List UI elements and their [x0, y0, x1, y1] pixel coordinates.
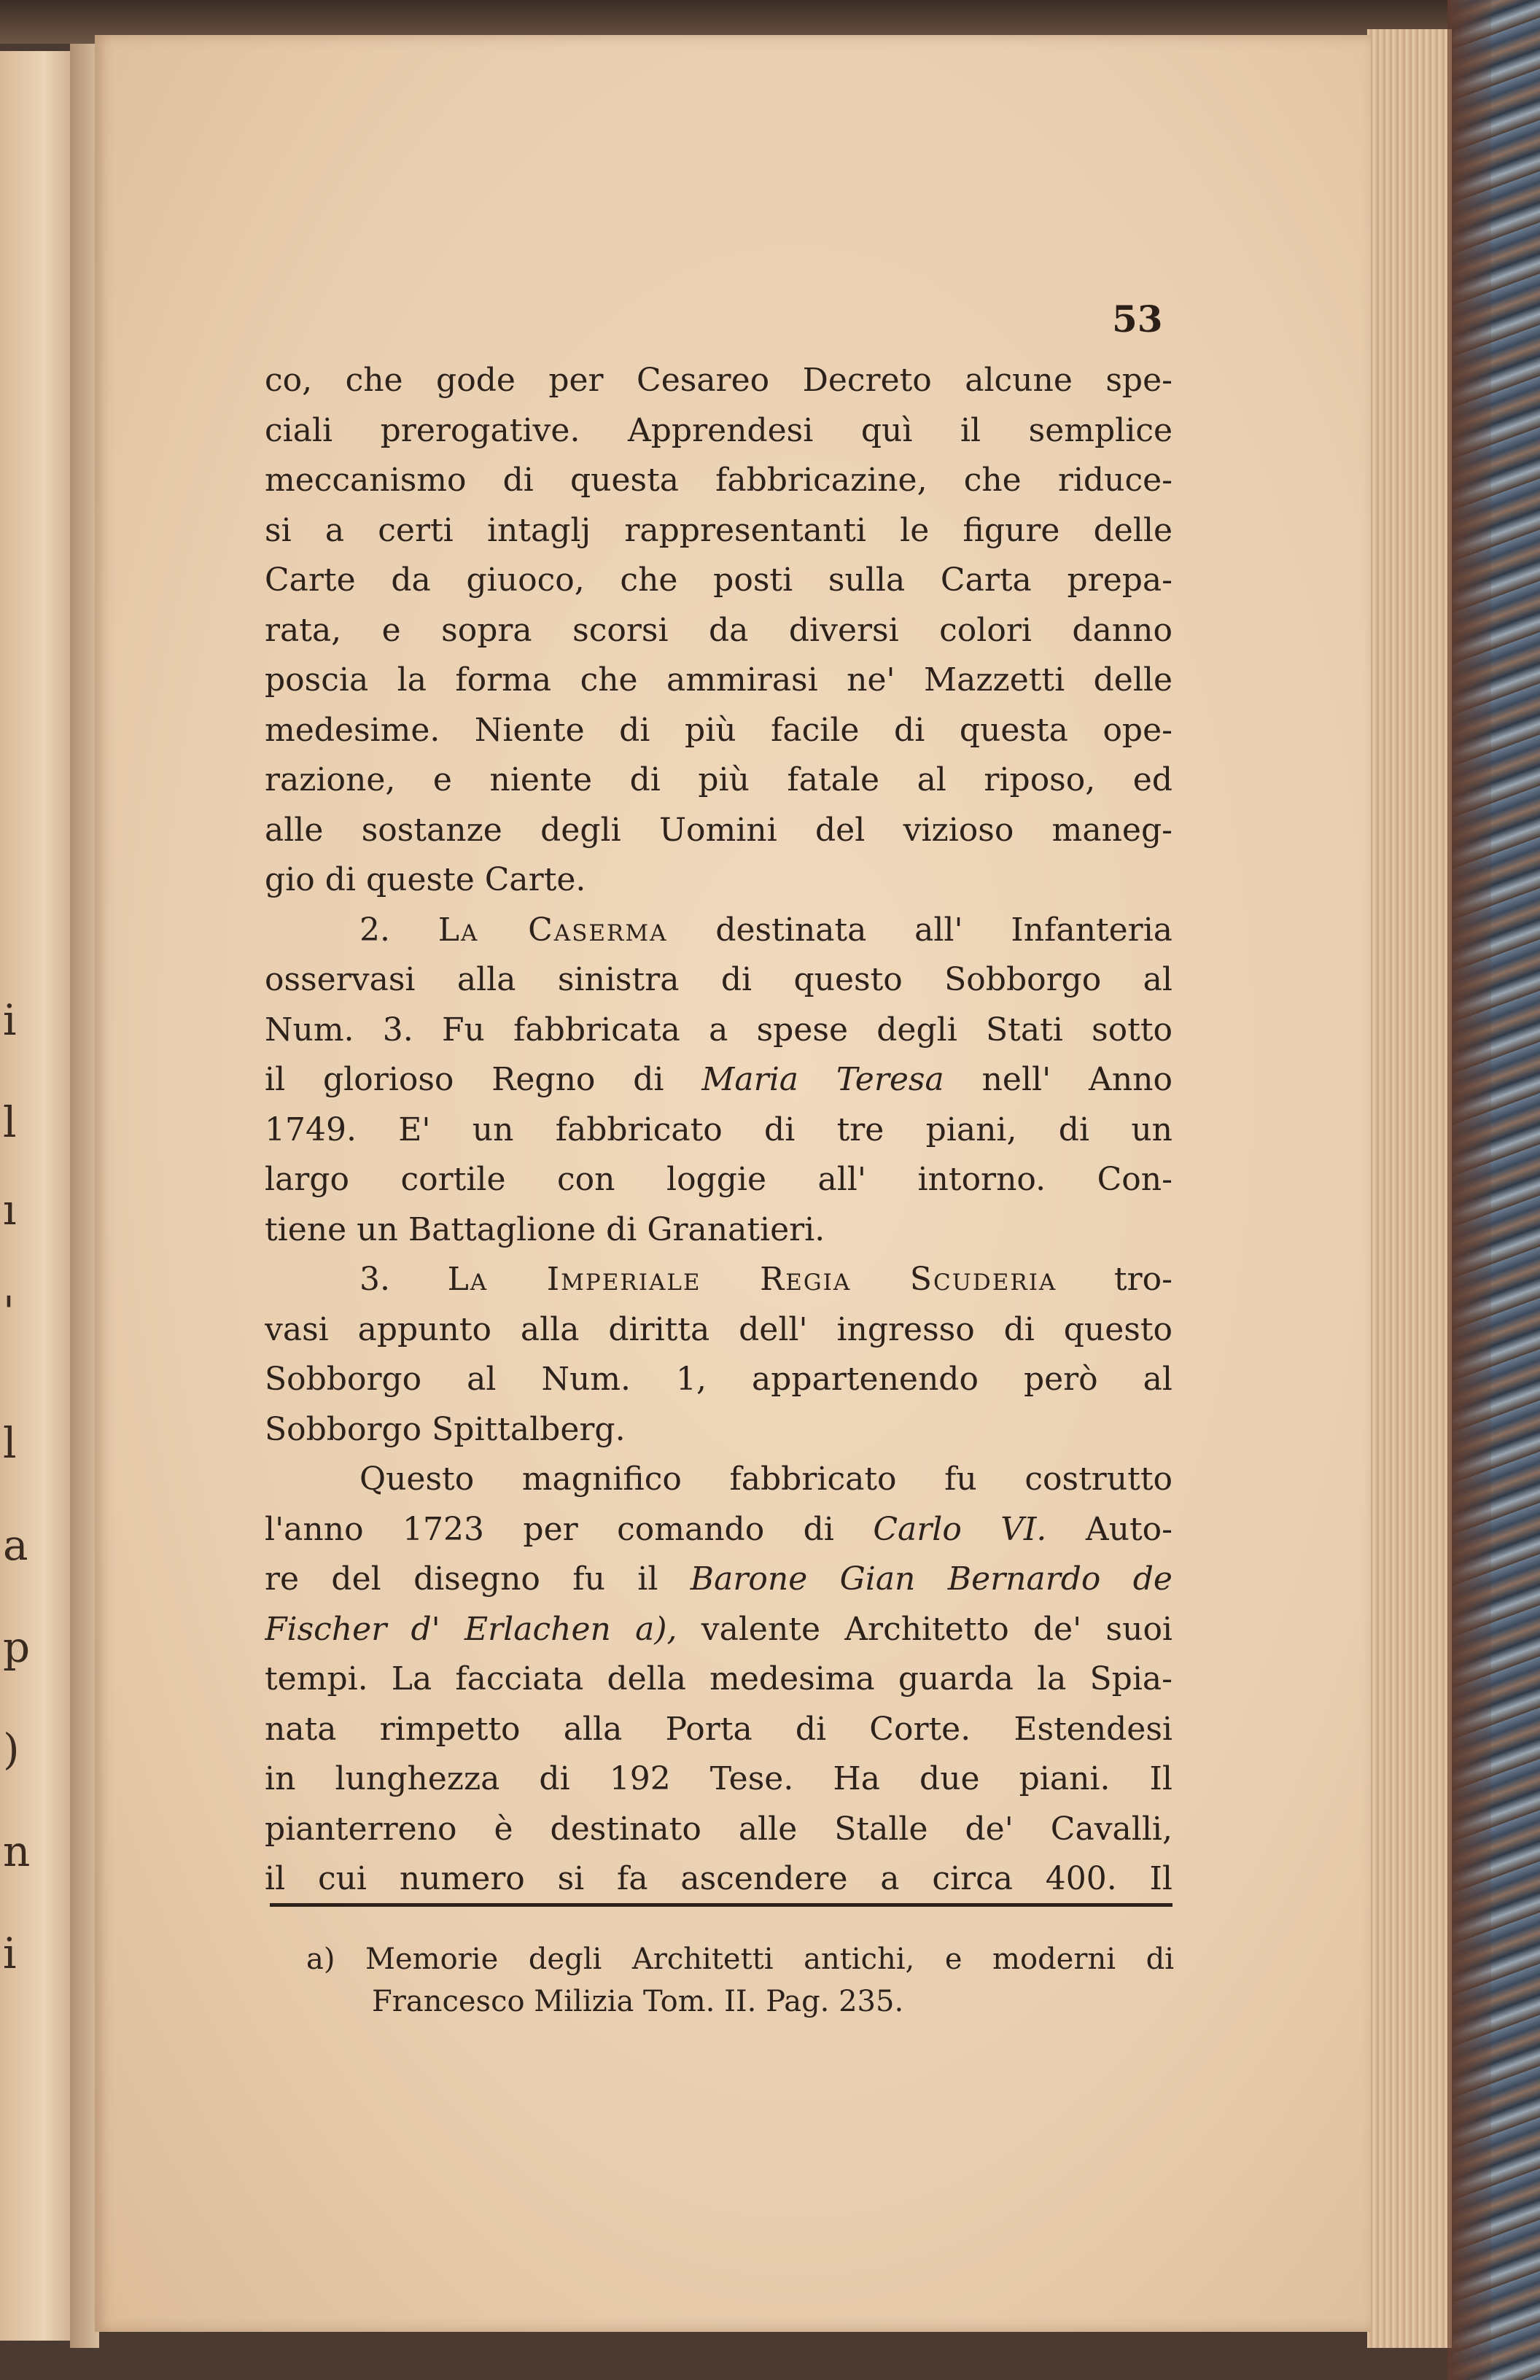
footnote-marker: a) — [306, 1942, 335, 1976]
text-line — [265, 1155, 1172, 1205]
left-page-char: n — [3, 1827, 31, 1876]
page-number: 53 — [1112, 298, 1163, 341]
left-page-char: l — [3, 1097, 17, 1147]
left-page-char: l — [3, 1418, 17, 1468]
footnote-line — [306, 1938, 1174, 1980]
text-line — [265, 656, 1172, 706]
facing-page-fragment — [0, 51, 80, 2341]
italic-name: Fischer d' Erlachen a), — [265, 1610, 677, 1648]
text-line — [265, 1006, 1172, 1056]
text-line — [265, 806, 1172, 856]
line-text: alle sostanze degli Uomini del vizioso maneg- — [265, 811, 1172, 849]
line-text: 1749. E' un fabbricato di tre piani, di un — [265, 1111, 1172, 1148]
text-line — [265, 1305, 1172, 1356]
text-line — [265, 1654, 1172, 1705]
book-page — [95, 35, 1371, 2332]
line-text: l'anno 1723 per comando di — [265, 1510, 834, 1548]
text-line — [265, 456, 1172, 506]
line-text: largo cortile con loggie all' intorno. Con- — [265, 1161, 1172, 1198]
text-line — [265, 1405, 1172, 1455]
footnote — [306, 1938, 1174, 2023]
page-block-edge — [1367, 29, 1452, 2348]
line-text: Carte da giuoco, che posti sulla Carta prepa- — [265, 561, 1172, 599]
line-text: re del disegno fu il — [265, 1560, 658, 1598]
text-line — [265, 1205, 1172, 1256]
text-line — [265, 1854, 1172, 1905]
line-text: destinata all' Infanteria — [715, 911, 1172, 949]
text-line — [265, 406, 1172, 456]
left-page-char: a — [3, 1520, 28, 1570]
text-line — [265, 1805, 1172, 1855]
text-line — [265, 1555, 1172, 1605]
italic-name: Carlo VI. — [873, 1510, 1047, 1548]
line-text: razione, e niente di più fatale al riposo, ed — [265, 761, 1172, 798]
left-page-char: ) — [3, 1724, 20, 1774]
section-number: 2. — [359, 911, 390, 949]
body-text — [265, 356, 1172, 1905]
text-line — [265, 1705, 1172, 1755]
line-text: Sobborgo al Num. 1, appartenendo però al — [265, 1361, 1172, 1398]
line-text: si a certi intaglj rappresentanti le figure delle — [265, 511, 1172, 549]
line-text: il glorioso Regno di — [265, 1061, 664, 1098]
line-text: poscia la forma che ammirasi ne' Mazzetti delle — [265, 661, 1172, 699]
line-text: medesime. Niente di più facile di questa ope- — [265, 711, 1172, 749]
text-line — [265, 1505, 1172, 1555]
line-text: vasi appunto alla diritta dell' ingresso di questo — [265, 1310, 1172, 1348]
text-line — [265, 1605, 1172, 1655]
text-line — [265, 1105, 1172, 1156]
text-line — [265, 1455, 1172, 1505]
text-line — [265, 1355, 1172, 1405]
left-page-char: i — [3, 995, 17, 1045]
section-number: 3. — [359, 1261, 390, 1298]
text-line — [265, 1255, 1172, 1305]
text-line — [265, 506, 1172, 556]
text-line — [265, 955, 1172, 1006]
text-line — [265, 855, 1172, 906]
italic-name: Barone Gian Bernardo de — [690, 1560, 1172, 1598]
text-line — [265, 906, 1172, 956]
section-heading: La Imperiale Regia Scuderia — [447, 1261, 1057, 1298]
left-page-char: i — [3, 1929, 17, 1978]
line-text: gio di queste Carte. — [265, 861, 586, 898]
line-text: rata, e sopra scorsi da diversi colori danno — [265, 611, 1172, 649]
left-page-char: p — [3, 1622, 31, 1672]
marbled-cover-edge — [1447, 0, 1540, 2380]
line-text: Num. 3. Fu fabbricata a spese degli Stati sotto — [265, 1011, 1172, 1049]
line-text: nata rimpetto alla Porta di Corte. Estendesi — [265, 1710, 1172, 1748]
section-heading: La Caserma — [438, 911, 668, 949]
left-page-char: ı — [3, 1185, 17, 1234]
line-text: tempi. La facciata della medesima guarda la Spia- — [265, 1660, 1172, 1698]
line-text: Questo magnifico fabbricato fu costrutto — [359, 1461, 1172, 1498]
line-text: valente Architetto de' suoi — [701, 1610, 1172, 1648]
line-text: il cui numero si fa ascendere a circa 400. Il — [265, 1860, 1172, 1897]
line-text: osservasi alla sinistra di questo Sobborgo al — [265, 961, 1172, 998]
line-text: co, che gode per Cesareo Decreto alcune spe- — [265, 362, 1172, 399]
italic-name: Maria Teresa — [701, 1061, 944, 1098]
footnote-text: Memorie degli Architetti antichi, e moderni di — [365, 1942, 1174, 1976]
line-text: Auto- — [1085, 1510, 1172, 1548]
line-text: ciali prerogative. Apprendesi quì il semplice — [265, 411, 1172, 449]
text-line — [265, 556, 1172, 606]
text-line — [265, 1754, 1172, 1805]
text-line — [265, 606, 1172, 656]
text-line — [265, 356, 1172, 406]
line-text: Sobborgo Spittalberg. — [265, 1410, 626, 1448]
footnote-line: Francesco Milizia Tom. II. Pag. 235. — [372, 1985, 904, 2018]
line-text: in lunghezza di 192 Tese. Ha due piani. Il — [265, 1760, 1172, 1797]
text-line — [265, 755, 1172, 806]
footnote-rule — [270, 1903, 1172, 1907]
line-text: pianterreno è destinato alle Stalle de' Cavalli, — [265, 1810, 1172, 1848]
line-text: meccanismo di questa fabbricazine, che riduce- — [265, 462, 1172, 499]
line-text: tiene un Battaglione di Granatieri. — [265, 1210, 825, 1248]
left-page-char: ' — [3, 1287, 15, 1337]
line-text: nell' Anno — [981, 1061, 1172, 1098]
text-line — [265, 1055, 1172, 1105]
text-line — [265, 706, 1172, 756]
line-text: tro- — [1113, 1261, 1172, 1298]
